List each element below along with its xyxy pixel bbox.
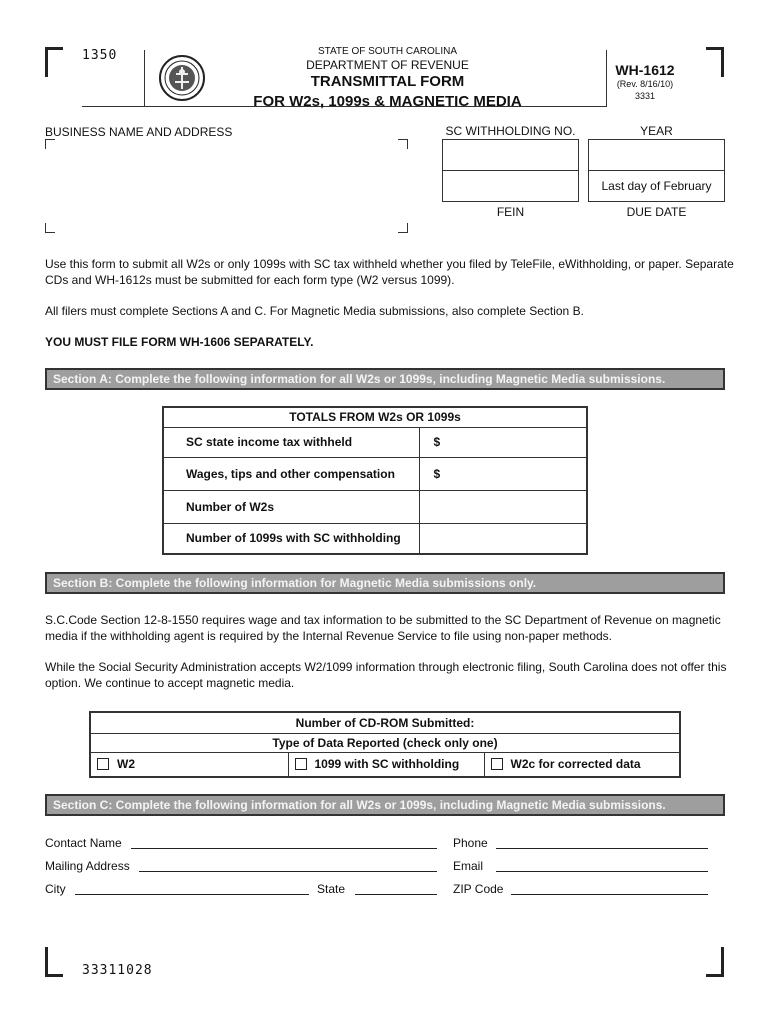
form-id: 3331 (634, 91, 656, 101)
registration-mark-top-left (45, 47, 63, 77)
form-code-top: 1350 (82, 48, 118, 63)
year-field[interactable] (588, 139, 725, 171)
address-window-tick (398, 139, 408, 149)
withholding-no-field[interactable] (442, 139, 579, 171)
totals-table-title: TOTALS FROM W2s OR 1099s (163, 407, 587, 427)
contact-name-field[interactable] (131, 848, 437, 849)
totals-table (162, 406, 588, 555)
option-1099[interactable] (288, 752, 484, 777)
registration-mark-bottom-right (706, 947, 724, 977)
mailing-address-label: Mailing Address (45, 859, 130, 873)
wages-field[interactable]: $ (419, 457, 587, 490)
option-w2c[interactable] (484, 752, 680, 777)
city-field[interactable] (75, 894, 309, 895)
address-window-tick (45, 223, 55, 233)
table-row (163, 457, 587, 490)
email-field[interactable] (496, 871, 708, 872)
email-label: Email (453, 859, 484, 873)
form-title-line1: TRANSMITTAL FORM (310, 73, 465, 90)
wages-label: Wages, tips and other compensation (163, 457, 419, 490)
section-a-header: Section A: Complete the following information for all W2s or 1099s, including Magnetic Media submissions. (45, 368, 725, 390)
year-label: YEAR (640, 124, 673, 138)
option-1099-label: 1099 with SC withholding (314, 757, 460, 772)
1099-count-field[interactable] (419, 523, 587, 554)
intro-paragraph: Use this form to submit all W2s or only 1099s with SC tax withheld whether you filed by TeleFile, eWithholding, or paper. Separate CDs and WH-1612s must be submitted for each form type (W2 versus 1099). (45, 257, 734, 287)
option-w2[interactable] (90, 752, 288, 777)
contact-name-label: Contact Name (45, 836, 122, 850)
registration-mark-bottom-left (45, 947, 63, 977)
form-title-line2: FOR W2s, 1099s & MAGNETIC MEDIA (253, 93, 522, 110)
form-revision: (Rev. 8/16/10) (616, 79, 674, 89)
w2-checkbox[interactable] (97, 758, 109, 770)
w2-count-field[interactable] (419, 490, 587, 523)
state-label: State (317, 882, 346, 896)
address-window-tick (398, 223, 408, 233)
option-w2-label: W2 (117, 757, 135, 772)
table-row (163, 490, 587, 523)
1099-count-label: Number of 1099s with SC withholding (163, 523, 419, 554)
address-window-tick (45, 139, 55, 149)
wh1606-notice: YOU MUST FILE FORM WH-1606 SEPARATELY. (45, 335, 314, 349)
department-name: DEPARTMENT OF REVENUE (306, 58, 469, 72)
1099-checkbox[interactable] (295, 758, 307, 770)
section-b-header: Section B: Complete the following information for Magnetic Media submissions only. (45, 572, 725, 594)
tax-withheld-label: SC state income tax withheld (163, 427, 419, 457)
city-label: City (45, 882, 66, 896)
cd-rom-table (89, 711, 681, 778)
business-name-field[interactable] (55, 145, 395, 221)
zip-field[interactable] (511, 894, 708, 895)
section-c-header: Section C: Complete the following information for all W2s or 1099s, including Magnetic Media submissions. (45, 794, 725, 816)
section-b-code-paragraph: S.C.Code Section 12-8-1550 requires wage and tax information to be submitted to the SC Department of Revenue on magnetic media if the withholding agent is required by the Internal Revenue Service to file using non-paper methods. (45, 613, 721, 643)
option-w2c-label: W2c for corrected data (510, 757, 641, 772)
due-date-label: DUE DATE (626, 205, 687, 219)
business-name-label: BUSINESS NAME AND ADDRESS (45, 125, 233, 139)
header-divider-left (144, 50, 145, 107)
zip-label: ZIP Code (453, 882, 504, 896)
state-name: STATE OF SOUTH CAROLINA (317, 46, 458, 57)
cd-count-field[interactable]: Number of CD-ROM Submitted: (90, 712, 680, 733)
phone-field[interactable] (496, 848, 708, 849)
intro-sections-note: All filers must complete Sections A and C. For Magnetic Media submissions, also complete Section B. (45, 304, 584, 318)
section-b-ssa-paragraph: While the Social Security Administration accepts W2/1099 information through electronic filing, South Carolina does not offer this option. We continue to accept magnetic media. (45, 660, 727, 690)
table-row (163, 427, 587, 457)
mailing-address-field[interactable] (139, 871, 437, 872)
form-code-bottom: 33311028 (82, 963, 153, 978)
w2-count-label: Number of W2s (163, 490, 419, 523)
state-seal-icon (158, 54, 206, 102)
data-type-label: Type of Data Reported (check only one) (90, 733, 680, 752)
tax-withheld-field[interactable]: $ (419, 427, 587, 457)
form-number: WH-1612 (615, 62, 675, 78)
phone-label: Phone (453, 836, 488, 850)
state-field[interactable] (355, 894, 437, 895)
fein-label: FEIN (496, 205, 525, 219)
withholding-no-label: SC WITHHOLDING NO. (445, 124, 576, 138)
due-date-field: Last day of February (588, 170, 725, 202)
fein-field[interactable] (442, 170, 579, 202)
registration-mark-top-right (706, 47, 724, 77)
w2c-checkbox[interactable] (491, 758, 503, 770)
table-row (163, 523, 587, 554)
